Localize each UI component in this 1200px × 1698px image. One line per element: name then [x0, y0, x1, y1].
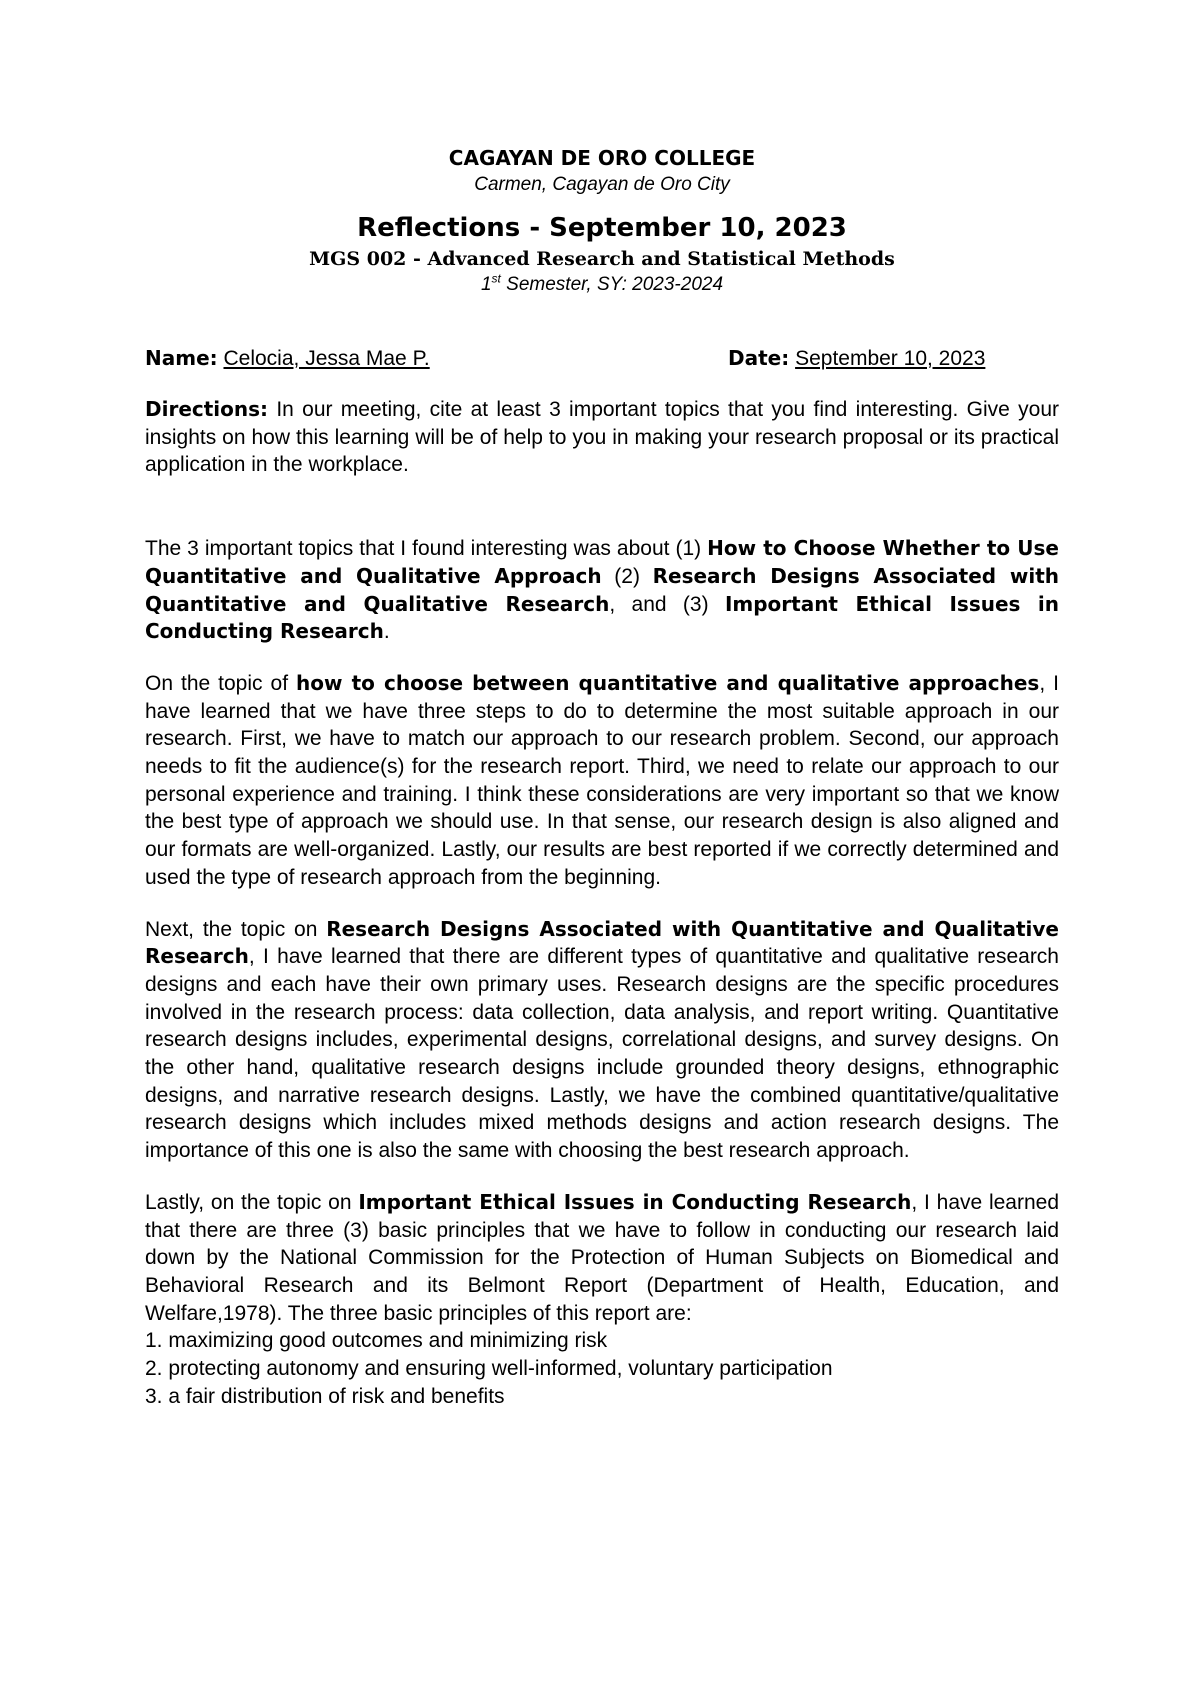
directions-paragraph: [145, 396, 1059, 479]
text-run: Next, the topic on: [145, 917, 327, 941]
semester-number: 1: [480, 274, 492, 295]
page-title: Reflections - September 10, 2023: [357, 213, 847, 243]
text-run: , and (3): [609, 592, 725, 616]
name-field: [145, 344, 430, 373]
date-label: Date:: [728, 346, 790, 370]
ethics-paragraph: [145, 1189, 1059, 1328]
semester-line: [145, 272, 1059, 298]
list-item: 2. protecting autonomy and ensuring well-informed, voluntary participation: [145, 1357, 833, 1381]
date-value: September 10, 2023: [795, 347, 986, 370]
text-run: , I have learned that there are different types of quantitative and qualitative research designs and each have their own primary uses. Research designs are the specific procedures involved in the research process: data collection, data analysis, and report writing. Quantitative research designs includes, experimental designs, correlational designs, and survey designs. On the other hand, qualitative research designs include grounded theory designs, ethnographic designs, and narrative research designs. Lastly, we have the combined quantitative/qualitative research designs which includes mixed methods designs and action research designs. The importance of this one is also the same with choosing the best research approach.: [145, 945, 1059, 1163]
date-field: [728, 344, 985, 373]
college-name: CAGAYAN DE ORO COLLEGE: [448, 146, 756, 170]
text-run: , I have learned that we have three steps to do to determine the most suitable approach in our research. First, we have to match our approach to our research problem. Second, our approach needs to fit the audience(s) for the research report. Third, we need to relate our approach to our personal experience and training. I think these considerations are very important so that we know the best type of approach we should use. In that sense, our research design is also aligned and our formats are well-organized. Lastly, our results are best reported if we correctly determined and used the type of research approach from the beginning.: [145, 671, 1059, 889]
text-run: On the topic of: [145, 671, 297, 695]
text-run: , I have learned that there are three (3) basic principles that we have to follow in conducting our research laid down by the National Commission for the Protection of Human Subjects on Biomedical and Behavioral Research and its Belmont Report (Department of Health, Education, and Welfare,1978). The three basic principles of this report are:: [145, 1190, 1060, 1325]
topic-3-heading: Important Ethical Issues in Conducting Research: [145, 591, 1059, 644]
ethics-topic: Important Ethical Issues in Conducting Research: [358, 1189, 912, 1214]
directions-label: Directions:: [145, 397, 269, 421]
principles-list: [145, 1327, 1059, 1410]
college-address: Carmen, Cagayan de Oro City: [474, 174, 730, 195]
approach-topic: how to choose between quantitative and qualitative approaches: [296, 670, 1040, 695]
topic-2-heading: Research Designs Associated with Quantitative and Qualitative Research: [145, 563, 1059, 616]
text-run: (2): [601, 564, 653, 588]
semester-text: Semester, SY: 2023-2024: [500, 274, 724, 295]
text-run: .: [383, 620, 390, 644]
course-title: MGS 002 - Advanced Research and Statistical Methods: [309, 248, 895, 270]
designs-paragraph: [145, 916, 1059, 1165]
text-run: The 3 important topics that I found interesting was about (1): [145, 537, 708, 561]
approach-paragraph: [145, 670, 1059, 892]
topic-1-heading: How to Choose Whether to Use Quantitative and Qualitative Approach: [145, 536, 1059, 588]
name-value: Celocia, Jessa Mae P.: [223, 347, 430, 370]
list-item: 1. maximizing good outcomes and minimizing risk: [145, 1329, 608, 1353]
semester-suffix: st: [491, 271, 501, 286]
text-run: Lastly, on the topic on: [145, 1190, 359, 1214]
info-row: [145, 344, 1059, 372]
topics-intro-paragraph: [145, 535, 1059, 646]
list-item: 3. a fair distribution of risk and benefits: [145, 1384, 505, 1408]
name-label: Name:: [145, 346, 218, 370]
directions-text: In our meeting, cite at least 3 important topics that you find interesting. Give your insights on how this learning will be of help to you in making your research proposal or its practical application in the workplace.: [145, 398, 1059, 477]
designs-topic: Research Designs Associated with Quantitative and Qualitative Research: [145, 916, 1059, 969]
document-content: [145, 144, 1059, 1411]
